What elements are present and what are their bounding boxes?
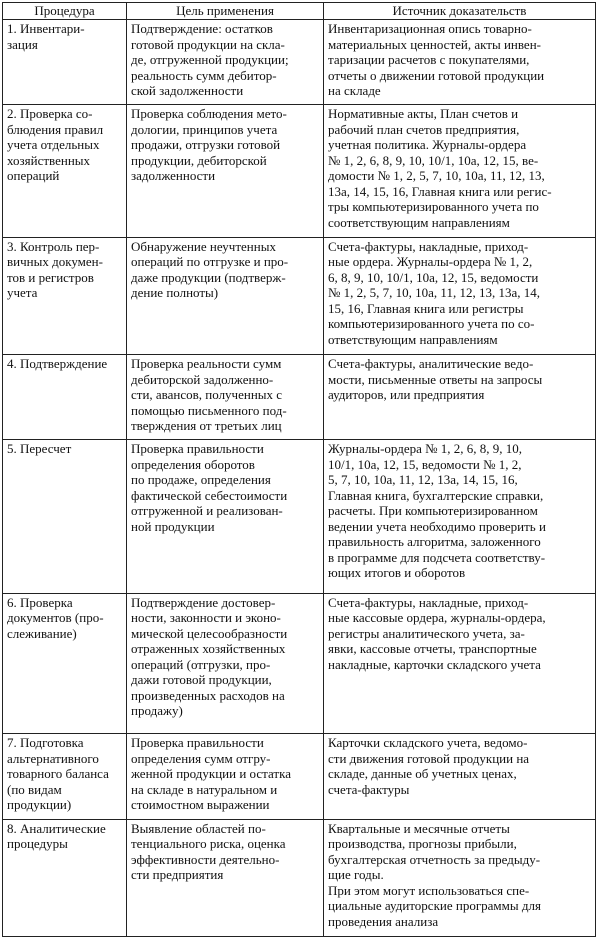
source-text: Счета-фактуры, аналитические ведо- мости, письменные ответы на запросы аудиторов, или предприятия — [328, 356, 543, 403]
goal-cell — [127, 355, 324, 440]
procedure-cell — [3, 105, 127, 237]
goal-cell — [127, 237, 324, 354]
goal-text: Выявление областей по- тенциального риска, оценка эффективности деятельно- сти предприятия — [131, 820, 286, 883]
source-cell — [324, 819, 596, 936]
header-goal: Цель применения — [127, 3, 324, 20]
procedure-text: 1. Инвентари- зация — [7, 21, 85, 52]
goal-cell — [127, 734, 324, 819]
source-cell — [324, 20, 596, 105]
procedure-cell — [3, 20, 127, 105]
header-row — [3, 3, 596, 20]
procedure-text: 2. Проверка со- блюдения правил учета отдельных хозяйственных операций — [7, 106, 104, 184]
goal-cell — [127, 440, 324, 594]
source-cell — [324, 593, 596, 733]
table-row — [3, 105, 596, 237]
source-text: Нормативные акты, План счетов и рабочий план счетов предприятия, учетная политика. Журналы-ордера № 1, 2, 6, 8, 9, 10, 10/1, 10а, 12, 15, ве- домости № 1, 2, 5, 7, 10, 10а, 11, 12, 13, 13а, 14, 15, 16, Главная книга или регис- тры компьютеризированного учета по соответствующим направлениям — [328, 106, 552, 230]
source-cell — [324, 734, 596, 819]
source-cell — [324, 355, 596, 440]
procedure-text: 8. Аналитические процедуры — [7, 820, 106, 852]
source-text: Карточки складского учета, ведомо- сти движения готовой продукции на складе, данные об учетных ценах, счета-фактуры — [328, 735, 530, 797]
header-source: Источник доказательств — [324, 3, 596, 20]
goal-text: Проверка соблюдения мето- дологии, принципов учета продажи, отгрузки готовой продукции, дебиторской задолженности — [131, 106, 287, 184]
goal-text: Проверка реальности сумм дебиторской задолженно- сти, авансов, полученных с помощью письменного под- тверждения от третьих лиц — [131, 356, 287, 434]
goal-cell — [127, 819, 324, 936]
source-cell — [324, 105, 596, 237]
procedure-text: 6. Проверка документов (про- слеживание) — [7, 594, 104, 641]
procedure-cell — [3, 593, 127, 733]
procedures-table — [2, 2, 596, 937]
table-row — [3, 593, 596, 733]
goal-text: Обнаружение неучтенных операций по отгрузке и про- даже продукции (подтверж- дение полноты) — [131, 238, 289, 301]
source-text: Инвентаризационная опись товарно- материальных ценностей, акты инвен- таризации расчетов с покупателями, отчеты о движении готовой продукции на складе — [328, 21, 545, 98]
source-text: Счета-фактуры, накладные, приход- ные ордера. Журналы-ордера № 1, 2, 6, 8, 9, 10, 10/1, 10а, 12, 15, ведомости № 1, 2, 5, 7, 10, 10а, 11, 12, 13, 13а, 14, 15, 16, Главная книга или регистры компьютеризированного учета по со- ответствующим направлениям — [328, 238, 540, 347]
table-row — [3, 440, 596, 594]
procedure-cell — [3, 440, 127, 594]
source-text: Счета-фактуры, накладные, приход- ные кассовые ордера, журналы-ордера, регистры аналитического учета, за- явки, кассовые отчеты, транспортные накладные, карточки складского учета — [328, 594, 546, 672]
procedure-text: 7. Подготовка альтернативного товарного баланса (по видам продукции) — [7, 735, 109, 813]
source-cell — [324, 237, 596, 354]
table-row — [3, 20, 596, 105]
table-row — [3, 355, 596, 440]
source-text: Квартальные и месячные отчеты производства, прогнозы прибыли, бухгалтерская отчетность за предыду- щие годы. При этом могут использоваться спе- циальные аудиторские программы для проведения анализа — [328, 820, 541, 929]
source-cell — [324, 440, 596, 594]
goal-text: Проверка правильности определения оборотов по продаже, определения фактической себестоимости отгруженной и реализован- ной продукции — [131, 441, 288, 534]
table-row — [3, 237, 596, 354]
procedure-cell — [3, 819, 127, 936]
goal-text: Подтверждение достовер- ности, законности и эконо- мической целесообразности отраженных хозяйственных операций (отгрузки, про- дажи готовой продукции, произведенных расходов на продажу) — [131, 594, 288, 719]
goal-cell — [127, 20, 324, 105]
procedure-text: 4. Подтверждение — [7, 356, 108, 372]
procedure-cell — [3, 355, 127, 440]
source-text: Журналы-ордера № 1, 2, 6, 8, 9, 10, 10/1, 10а, 12, 15, ведомости № 1, 2, 5, 7, 10, 10а, 11, 12, 13а, 14, 15, 16, Главная книга, бухгалтерские справки, расчеты. При компьютеризированном ведении учета необходимо проверить и правильность алгоритма, заложенного в программе для подсчета соответству- ющих итогов и оборотов — [328, 441, 546, 581]
goal-text: Проверка правильности определения сумм отгру- женной продукции и остатка на складе в натуральном и стоимостном выражении — [131, 735, 291, 813]
table-row — [3, 734, 596, 819]
procedure-text: 5. Пересчет — [7, 441, 72, 457]
procedure-text: 3. Контроль пер- вичных докумен- тов и регистров учета — [7, 238, 103, 301]
header-procedure: Процедура — [3, 3, 127, 20]
procedure-cell — [3, 734, 127, 819]
goal-cell — [127, 593, 324, 733]
goal-text: Подтверждение: остатков готовой продукции на скла- де, отгруженной продукции; реальность сумм дебитор- ской задолженности — [131, 21, 289, 98]
procedure-cell — [3, 237, 127, 354]
table-row — [3, 819, 596, 936]
goal-cell — [127, 105, 324, 237]
